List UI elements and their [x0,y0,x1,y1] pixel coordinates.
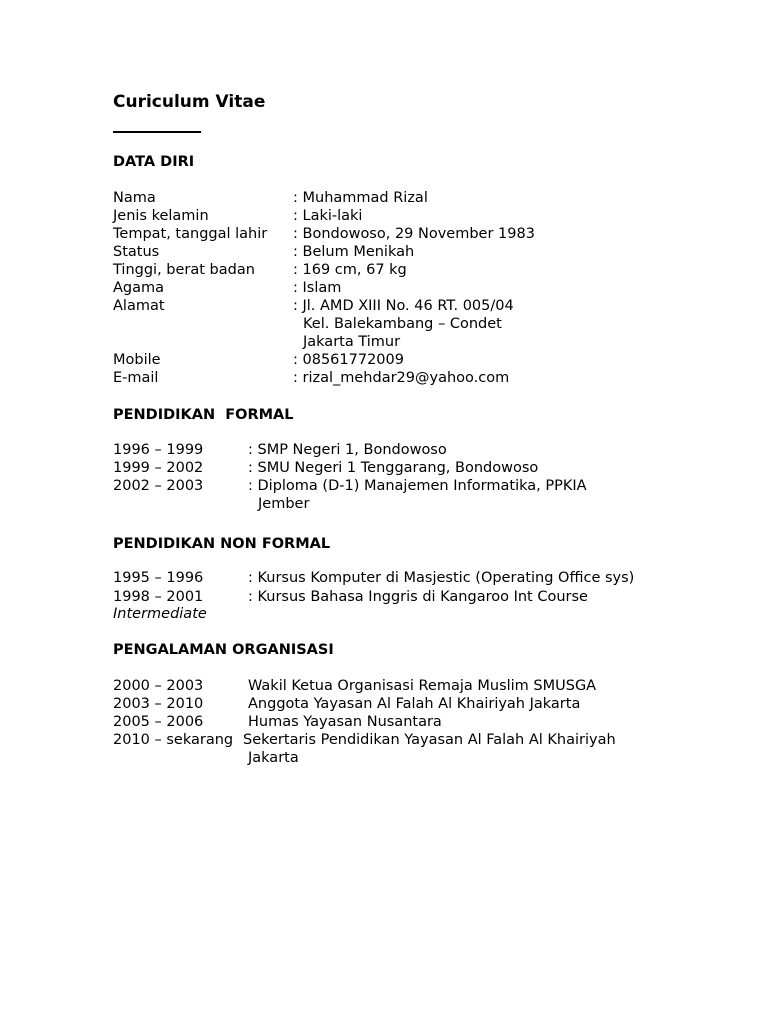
value-alamat: : Jl. AMD XIII No. 46 RT. 005/04 [293,298,514,314]
value-org-4: Sekertaris Pendidikan Yayasan Al Falah Al Khairiyah [243,732,616,748]
value-org-2: Anggota Yayasan Al Falah Al Khairiyah Jakarta [248,696,581,712]
period-org-1: 2000 – 2003 [113,678,204,694]
value-tinggi-berat: : 169 cm, 67 kg [293,262,407,278]
label-status: Status [113,244,160,260]
value-non-formal-2: : Kursus Bahasa Inggris di Kangaroo Int Course [248,589,588,605]
title-underline [113,131,201,133]
value-formal-2: : SMU Negeri 1 Tenggarang, Bondowoso [248,460,539,476]
address-line-1: Kel. Balekambang – Condet [303,316,502,332]
label-jenis-kelamin: Jenis kelamin [113,208,209,224]
value-email: : rizal_mehdar29@yahoo.com [293,370,510,386]
label-email: E-mail [113,370,159,386]
period-non-formal-1: 1995 – 1996 [113,570,204,586]
value-org-3: Humas Yayasan Nusantara [248,714,442,730]
value-mobile: : 08561772009 [293,352,404,368]
period-formal-2: 1999 – 2002 [113,460,204,476]
org-4-continuation: Jakarta [248,750,299,766]
value-jenis-kelamin: : Laki-laki [293,208,363,224]
heading-pendidikan-non-formal: PENDIDIKAN NON FORMAL [113,536,331,552]
value-formal-1: : SMP Negeri 1, Bondowoso [248,442,447,458]
heading-pengalaman-organisasi: PENGALAMAN ORGANISASI [113,642,334,658]
label-mobile: Mobile [113,352,161,368]
address-line-2: Jakarta Timur [303,334,401,350]
period-org-3: 2005 – 2006 [113,714,204,730]
value-tempat-tanggal-lahir: : Bondowoso, 29 November 1983 [293,226,535,242]
heading-pendidikan-formal: PENDIDIKAN FORMAL [113,407,294,423]
non-formal-level: Intermediate [113,606,207,622]
value-non-formal-1: : Kursus Komputer di Masjestic (Operating Office sys) [248,570,635,586]
formal-3-continuation: Jember [258,496,310,512]
label-agama: Agama [113,280,165,296]
period-formal-3: 2002 – 2003 [113,478,204,494]
period-non-formal-2: 1998 – 2001 [113,589,204,605]
period-org-4: 2010 – sekarang [113,732,234,748]
value-status: : Belum Menikah [293,244,415,260]
value-nama: : Muhammad Rizal [293,190,428,206]
heading-data-diri: DATA DIRI [113,154,195,170]
label-alamat: Alamat [113,298,165,314]
period-formal-1: 1996 – 1999 [113,442,204,458]
value-org-1: Wakil Ketua Organisasi Remaja Muslim SMUSGA [248,678,597,694]
value-formal-3: : Diploma (D-1) Manajemen Informatika, PPKIA [248,478,587,494]
label-tinggi-berat: Tinggi, berat badan [113,262,255,278]
label-tempat-tanggal-lahir: Tempat, tanggal lahir [113,226,268,242]
label-nama: Nama [113,190,156,206]
value-agama: : Islam [293,280,342,296]
document-title: Curiculum Vitae [113,92,266,112]
period-org-2: 2003 – 2010 [113,696,204,712]
